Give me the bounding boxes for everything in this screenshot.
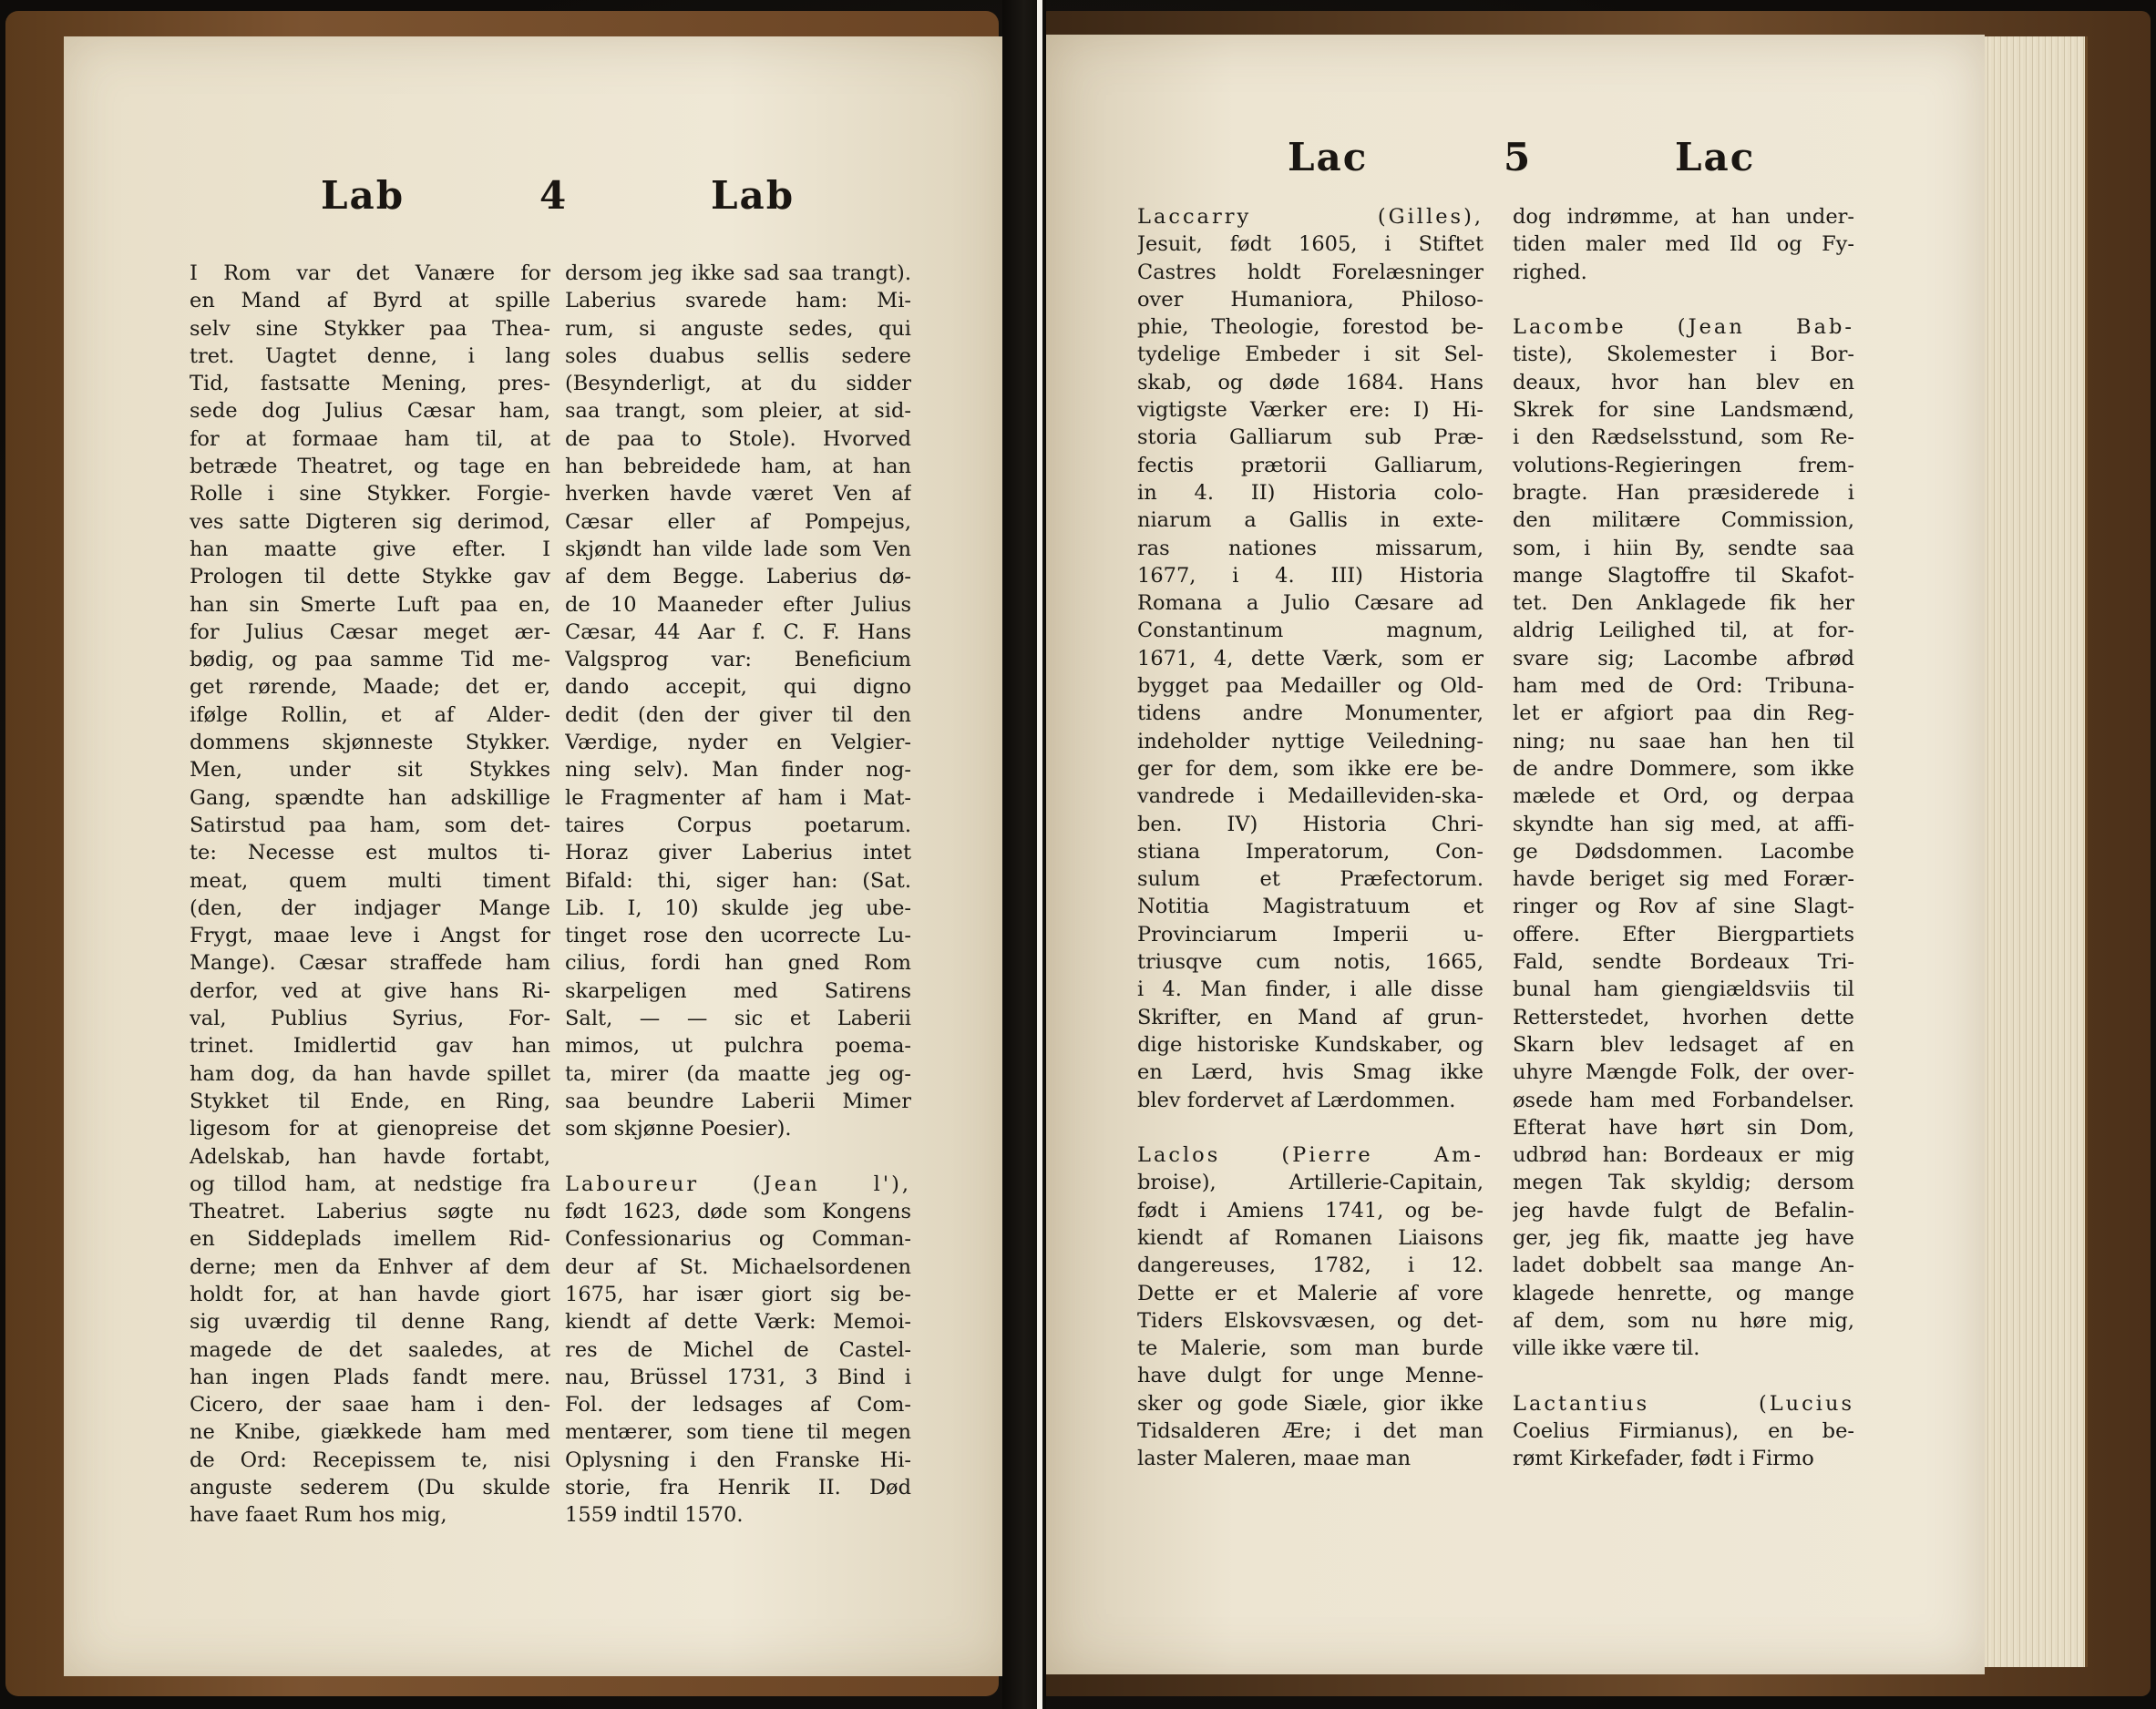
- text-line: Men, under sit Stykkes: [190, 758, 550, 783]
- text-line: Cicero, der saae ham i den-: [190, 1393, 550, 1417]
- text-line: aldrig Leilighed til, at for-: [1513, 619, 1854, 643]
- text-line: Satirstud paa ham, som det-: [190, 813, 550, 837]
- text-line: nau, Brüssel 1731, 3 Bind i: [565, 1365, 911, 1389]
- text-line: dige historiske Kundskaber, og: [1137, 1032, 1484, 1057]
- entry-title-line: Laclos (Pierre Am-: [1137, 1143, 1484, 1168]
- text-line: Lib. I, 10) skulde jeg ube-: [565, 895, 911, 920]
- text-line: Dette er et Malerie af vore: [1137, 1281, 1484, 1305]
- text-line: født i Amiens 1741, og be-: [1137, 1198, 1484, 1223]
- text-line: i den Rædselsstund, som Re-: [1513, 425, 1854, 450]
- text-line: over Humaniora, Philoso-: [1137, 287, 1484, 312]
- text-line: de 10 Maaneder efter Julius: [565, 592, 911, 617]
- text-line: han bebreidede ham, at han: [565, 455, 911, 479]
- text-line: i 4. Man finder, i alle disse: [1137, 977, 1484, 1002]
- text-line: dog indrømme, at han under-: [1513, 205, 1854, 229]
- text-line: have dulgt for unge Menne-: [1137, 1364, 1484, 1388]
- text-line: trinet. Imidlertid gav han: [190, 1034, 550, 1059]
- text-line: som skjønne Poesier).: [565, 1117, 792, 1141]
- text-line: hverken havde været Ven af: [565, 482, 911, 507]
- text-line: Theatret. Laberius søgte nu: [190, 1200, 550, 1224]
- text-line: ta, mirer (da maatte jeg og-: [565, 1061, 911, 1086]
- text-line: tiden maler med Ild og Fy-: [1513, 232, 1854, 257]
- text-line: den militære Commission,: [1513, 508, 1854, 533]
- right-page: [1046, 35, 1985, 1674]
- text-line: Fol. der ledsages af Com-: [565, 1393, 911, 1417]
- text-line: Constantinum magnum,: [1137, 619, 1484, 643]
- text-line: betræde Theatret, og tage en: [190, 455, 550, 479]
- text-line: Oplysning i den Franske Hi-: [565, 1448, 911, 1472]
- text-line: bragte. Han præsiderede i: [1513, 480, 1854, 505]
- page-edges: [1985, 36, 2088, 1667]
- text-line: 1677, i 4. III) Historia: [1137, 563, 1484, 588]
- text-line: ves satte Digteren sig derimod,: [190, 509, 550, 534]
- text-line: vandrede i Medailleviden-ska-: [1137, 784, 1484, 809]
- right-header-word-right: Lac: [1675, 135, 1756, 179]
- text-line: Castres holdt Forelæsninger: [1137, 260, 1484, 284]
- text-line: volutions-Regieringen frem-: [1513, 453, 1854, 477]
- text-line: holdt for, at han havde giort: [190, 1282, 550, 1306]
- text-line: Confessionarius og Comman-: [565, 1227, 911, 1252]
- text-line: uhyre Mængde Folk, der over-: [1513, 1060, 1854, 1085]
- text-line: te Malerie, som man burde: [1137, 1336, 1484, 1361]
- text-line: jeg havde fulgt de Befalin-: [1513, 1198, 1854, 1223]
- text-line: de andre Dommere, som ikke: [1513, 756, 1854, 781]
- right-page-number: 5: [1504, 135, 1533, 179]
- text-line: udbrød han: Bordeaux er mig: [1513, 1143, 1854, 1168]
- text-line: (Besynderligt, at du sidder: [565, 372, 911, 396]
- text-line: rømt Kirkefader, født i Firmo: [1513, 1447, 1814, 1471]
- text-line: Bifald: thi, siger han: (Sat.: [565, 868, 911, 893]
- text-line: Mange). Cæsar straffede ham: [190, 951, 550, 976]
- text-line: deaux, hvor han blev en: [1513, 370, 1854, 394]
- text-line: selv sine Stykker paa Thea-: [190, 316, 550, 341]
- text-line: ben. IV) Historia Chri-: [1137, 812, 1484, 836]
- text-line: og tillod ham, at nedstige fra: [190, 1172, 550, 1196]
- text-line: mange Slagtoffre til Skafot-: [1513, 563, 1854, 588]
- text-line: født 1623, døde som Kongens: [565, 1200, 911, 1224]
- text-line: mælede et Ord, og derpaa: [1513, 784, 1854, 809]
- text-line: tydelige Embeder i sit Sel-: [1137, 343, 1484, 367]
- text-line: Tidsalderen Ære; i det man: [1137, 1419, 1484, 1444]
- text-line: res de Michel de Castel-: [565, 1337, 911, 1362]
- text-line: han maatte give efter. I: [190, 537, 550, 561]
- right-header-word-left: Lac: [1288, 135, 1369, 179]
- image-divider: [1037, 0, 1042, 1709]
- text-line: taires Corpus poetarum.: [565, 813, 911, 837]
- text-line: ladet dobbelt saa mange An-: [1513, 1254, 1854, 1278]
- text-line: en Siddeplads imellem Rid-: [190, 1227, 550, 1252]
- text-line: skab, og døde 1684. Hans: [1137, 370, 1484, 394]
- text-line: Cæsar, 44 Aar f. C. F. Hans: [565, 619, 911, 644]
- text-line: bødig, og paa samme Tid me-: [190, 648, 550, 672]
- text-line: blev fordervet af Lærdommen.: [1137, 1088, 1456, 1112]
- text-line: af dem, som nu høre mig,: [1513, 1308, 1854, 1333]
- text-line: soles duabus sellis sedere: [565, 343, 911, 368]
- text-line: de paa to Stole). Hvorved: [565, 426, 911, 451]
- text-line: val, Publius Syrius, For-: [190, 1007, 550, 1031]
- text-line: dersom jeg ikke sad saa trangt).: [565, 261, 911, 285]
- text-line: Cæsar eller af Pompejus,: [565, 509, 911, 534]
- text-line: cilius, fordi han gned Rom: [565, 951, 911, 976]
- text-line: Efterat have hørt sin Dom,: [1513, 1115, 1854, 1140]
- text-line: 1675, har især giort sig be-: [565, 1282, 911, 1306]
- text-line: ger, jeg fik, maatte jeg have: [1513, 1225, 1854, 1250]
- text-line: bygget paa Medailler og Old-: [1137, 674, 1484, 699]
- text-line: ne Knibe, giækkede ham med: [190, 1420, 550, 1445]
- text-line: tet. Den Anklagede fik her: [1513, 591, 1854, 616]
- text-line: I Rom var det Vanære for: [190, 261, 550, 285]
- text-line: tinget rose den ucorrecte Lu-: [565, 924, 911, 948]
- text-line: let er afgiort paa din Reg-: [1513, 701, 1854, 726]
- text-line: tret. Uagtet denne, i lang: [190, 343, 550, 368]
- text-line: dommens skjønneste Stykker.: [190, 731, 550, 755]
- text-line: mimos, ut pulchra poema-: [565, 1034, 911, 1059]
- text-line: Tid, fastsatte Mening, pres-: [190, 372, 550, 396]
- text-line: stiana Imperatorum, Con-: [1137, 839, 1484, 864]
- text-line: in 4. II) Historia colo-: [1137, 480, 1484, 505]
- text-line: storia Galliarum sub Præ-: [1137, 425, 1484, 450]
- text-line: mentærer, som tiene til megen: [565, 1420, 911, 1445]
- text-line: Romana a Julio Cæsare ad: [1137, 591, 1484, 616]
- text-line: ham med de Ord: Tribuna-: [1513, 674, 1854, 699]
- text-line: Skarn blev ledsaget af en: [1513, 1032, 1854, 1057]
- text-line: for Julius Cæsar meget ær-: [190, 619, 550, 644]
- text-line: broise), Artillerie-Capitain,: [1137, 1171, 1484, 1195]
- text-line: sulum et Præfectorum.: [1137, 867, 1484, 892]
- text-line: klagede henrette, og mange: [1513, 1281, 1854, 1305]
- text-line: niarum a Gallis in exte-: [1137, 508, 1484, 533]
- left-page-column-1: [190, 260, 550, 1530]
- text-line: han sin Smerte Luft paa en,: [190, 592, 550, 617]
- text-line: have faaet Rum hos mig,: [190, 1503, 447, 1528]
- text-line: tidens andre Monumenter,: [1137, 701, 1484, 726]
- text-line: 1559 indtil 1570.: [565, 1503, 744, 1528]
- text-line: af dem Begge. Laberius dø-: [565, 565, 911, 589]
- text-line: kiendt af dette Værk: Memoi-: [565, 1310, 911, 1335]
- text-line: derfor, ved at give hans Ri-: [190, 978, 550, 1003]
- text-line: Frygt, maae leve i Angst for: [190, 924, 550, 948]
- text-line: 1671, 4, dette Værk, som er: [1137, 646, 1484, 670]
- text-line: Laberius svarede ham: Mi-: [565, 289, 911, 313]
- text-line: Rolle i sine Stykker. Forgie-: [190, 482, 550, 507]
- text-line: en Mand af Byrd at spille: [190, 289, 550, 313]
- text-line: Fald, sendte Bordeaux Tri-: [1513, 950, 1854, 975]
- text-line: Coelius Firmianus), en be-: [1513, 1419, 1854, 1444]
- right-page-column-1: [1137, 203, 1484, 1473]
- text-line: anguste sederem (Du skulde: [190, 1476, 550, 1500]
- text-line: øsede ham med Forbandelser.: [1513, 1088, 1854, 1112]
- text-line: Skrifter, en Mand af grun-: [1137, 1005, 1484, 1029]
- text-line: sker og gode Siæle, gior ikke: [1137, 1391, 1484, 1416]
- paragraph-gap: [1513, 286, 1854, 313]
- entry-title-line: Lacombe (Jean Bab-: [1513, 315, 1854, 340]
- text-line: ham dog, da han havde spillet: [190, 1061, 550, 1086]
- paragraph-gap: [565, 1143, 911, 1171]
- paragraph-gap: [1137, 1114, 1484, 1141]
- text-line: sig uværdig til denne Rang,: [190, 1310, 550, 1335]
- text-line: dangereuses, 1782, i 12.: [1137, 1254, 1484, 1278]
- text-line: en Lærd, hvis Smag ikke: [1137, 1060, 1484, 1085]
- text-line: rum, si anguste sedes, qui: [565, 316, 911, 341]
- text-line: offere. Efter Biergpartiets: [1513, 922, 1854, 947]
- text-line: skarpeligen med Satirens: [565, 978, 911, 1003]
- text-line: Salt, — — sic et Laberii: [565, 1007, 911, 1031]
- text-line: ville ikke være til.: [1513, 1336, 1700, 1361]
- text-line: for at formaae ham til, at: [190, 426, 550, 451]
- text-line: derne; men da Enhver af dem: [190, 1254, 550, 1279]
- text-line: Valgsprog var: Beneficium: [565, 648, 911, 672]
- text-line: tiste), Skolemester i Bor-: [1513, 343, 1854, 367]
- text-line: ger for dem, som ikke ere be-: [1137, 756, 1484, 781]
- text-line: som, i hiin By, sendte saa: [1513, 536, 1854, 560]
- left-header-word-left: Lab: [321, 173, 406, 218]
- text-line: magede de det saaledes, at: [190, 1337, 550, 1362]
- text-line: ligesom for at gienopreise det: [190, 1117, 550, 1141]
- right-page-column-2: [1513, 203, 1854, 1473]
- text-line: Retterstedet, hvorhen dette: [1513, 1005, 1854, 1029]
- text-line: de Ord: Recepissem te, nisi: [190, 1448, 550, 1472]
- entry-title-line: Laccarry (Gilles),: [1137, 205, 1484, 229]
- text-line: skjøndt han vilde lade som Ven: [565, 537, 911, 561]
- text-line: Jesuit, født 1605, i Stiftet: [1137, 232, 1484, 257]
- text-line: fectis prætorii Galliarum,: [1137, 453, 1484, 477]
- text-line: vigtigste Værker ere: I) Hi-: [1137, 398, 1484, 423]
- entry-title-line: Laboureur (Jean l'),: [565, 1172, 911, 1196]
- text-line: Notitia Magistratuum et: [1137, 895, 1484, 919]
- text-line: megen Tak skyldig; dersom: [1513, 1171, 1854, 1195]
- text-line: indeholder nyttige Veiledning-: [1137, 729, 1484, 753]
- text-line: deur af St. Michaelsordenen: [565, 1254, 911, 1279]
- text-line: ifølge Rollin, et af Alder-: [190, 702, 550, 727]
- text-line: skyndte han sig med, at affi-: [1513, 812, 1854, 836]
- text-line: ning selv). Man finder nog-: [565, 758, 911, 783]
- text-line: meat, quem multi timent: [190, 868, 550, 893]
- left-page-header: [64, 173, 1011, 237]
- text-line: phie, Theologie, forestod be-: [1137, 315, 1484, 340]
- text-line: Adelskab, han havde fortabt,: [190, 1144, 550, 1169]
- left-header-word-right: Lab: [711, 173, 796, 218]
- text-line: dedit (den der giver til den: [565, 702, 911, 727]
- text-line: ringer og Rov af sine Slagt-: [1513, 895, 1854, 919]
- text-line: Værdige, nyder en Velgier-: [565, 731, 911, 755]
- text-line: triusqve cum notis, 1665,: [1137, 950, 1484, 975]
- text-line: righed.: [1513, 260, 1587, 284]
- right-page-header: [1046, 135, 1985, 199]
- text-line: Provinciarum Imperii u-: [1137, 922, 1484, 947]
- text-line: Horaz giver Laberius intet: [565, 841, 911, 865]
- text-line: sede dog Julius Cæsar ham,: [190, 399, 550, 424]
- text-line: havde beriget sig med Forær-: [1513, 867, 1854, 892]
- text-line: Tiders Elskovsvæsen, og det-: [1137, 1308, 1484, 1333]
- text-line: laster Maleren, maae man: [1137, 1447, 1412, 1471]
- left-page: [64, 36, 1011, 1676]
- text-line: storie, fra Henrik II. Død: [565, 1476, 911, 1500]
- text-line: Prologen til dette Stykke gav: [190, 565, 550, 589]
- text-line: te: Necesse est multos ti-: [190, 841, 550, 865]
- text-line: get rørende, Maade; det er,: [190, 675, 550, 700]
- text-line: ge Dødsdommen. Lacombe: [1513, 839, 1854, 864]
- entry-title-line: Lactantius (Lucius: [1513, 1391, 1854, 1416]
- text-line: le Fragmenter af ham i Mat-: [565, 785, 911, 810]
- text-line: saa beundre Laberii Mimer: [565, 1089, 911, 1113]
- paragraph-gap: [1513, 1362, 1854, 1389]
- text-line: ning; nu saae han hen til: [1513, 729, 1854, 753]
- text-line: han ingen Plads fandt mere.: [190, 1365, 550, 1389]
- text-line: (den, der indjager Mange: [190, 895, 550, 920]
- text-line: Stykket til Ende, en Ring,: [190, 1089, 550, 1113]
- text-line: bunal ham giengiældsviis til: [1513, 977, 1854, 1002]
- text-line: kiendt af Romanen Liaisons: [1137, 1225, 1484, 1250]
- left-page-column-2: [565, 260, 911, 1530]
- text-line: Skrek for sine Landsmænd,: [1513, 398, 1854, 423]
- text-line: svare sig; Lacombe afbrød: [1513, 646, 1854, 670]
- left-page-number: 4: [539, 173, 569, 218]
- text-line: ras nationes missarum,: [1137, 536, 1484, 560]
- text-line: saa trangt, som pleier, at sid-: [565, 399, 911, 424]
- text-line: dando accepit, qui digno: [565, 675, 911, 700]
- text-line: Gang, spændte han adskillige: [190, 785, 550, 810]
